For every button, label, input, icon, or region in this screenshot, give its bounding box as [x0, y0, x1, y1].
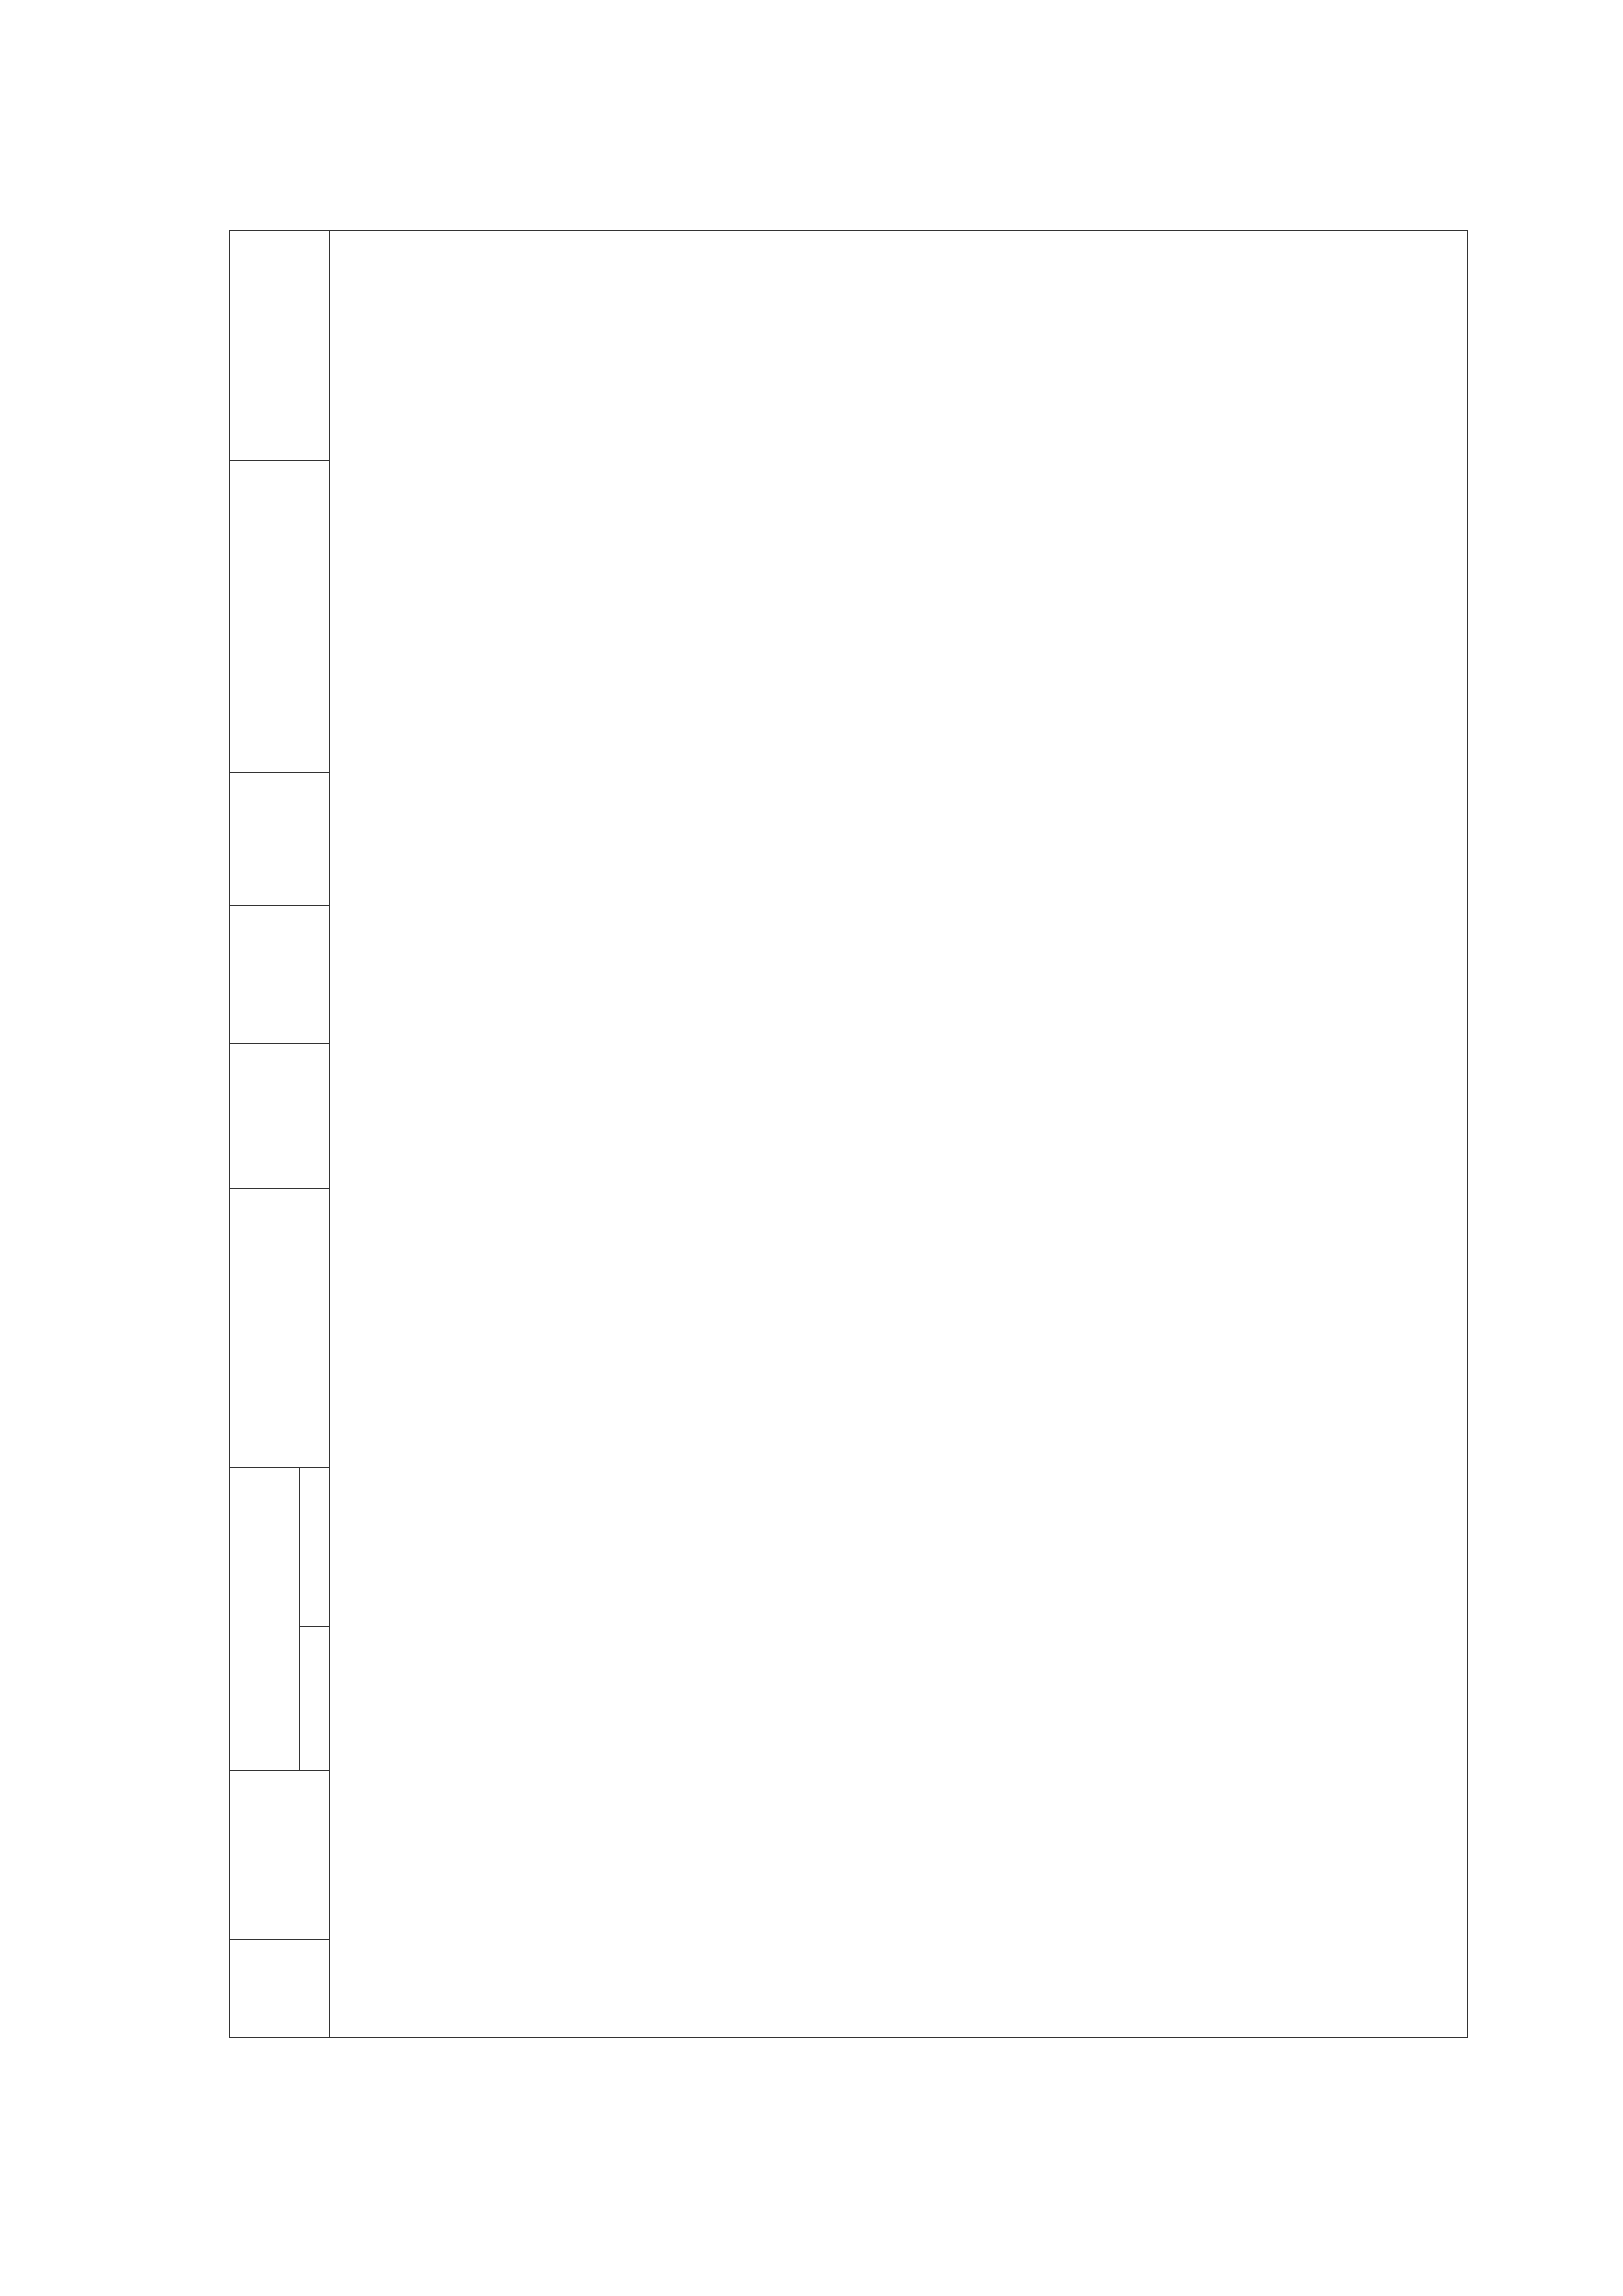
- header-forward: [300, 1627, 330, 1771]
- header-alleles: [230, 461, 330, 773]
- section-title: [330, 231, 1468, 2038]
- primer-table: [229, 230, 1468, 2038]
- header-primers: [230, 1468, 300, 1771]
- rotated-table-container: [229, 231, 1468, 2038]
- header-num: [230, 1940, 330, 2038]
- section-row: [330, 231, 1468, 2038]
- header-source: [230, 231, 330, 461]
- header-dye: [230, 773, 330, 906]
- header-annealing-temp: [230, 906, 330, 1044]
- table-caption: [188, 1503, 221, 2033]
- header-amplicon-size: [230, 1044, 330, 1189]
- header-locus: [230, 1771, 330, 1940]
- header-reverse: [300, 1468, 330, 1627]
- header-motif: [230, 1189, 330, 1468]
